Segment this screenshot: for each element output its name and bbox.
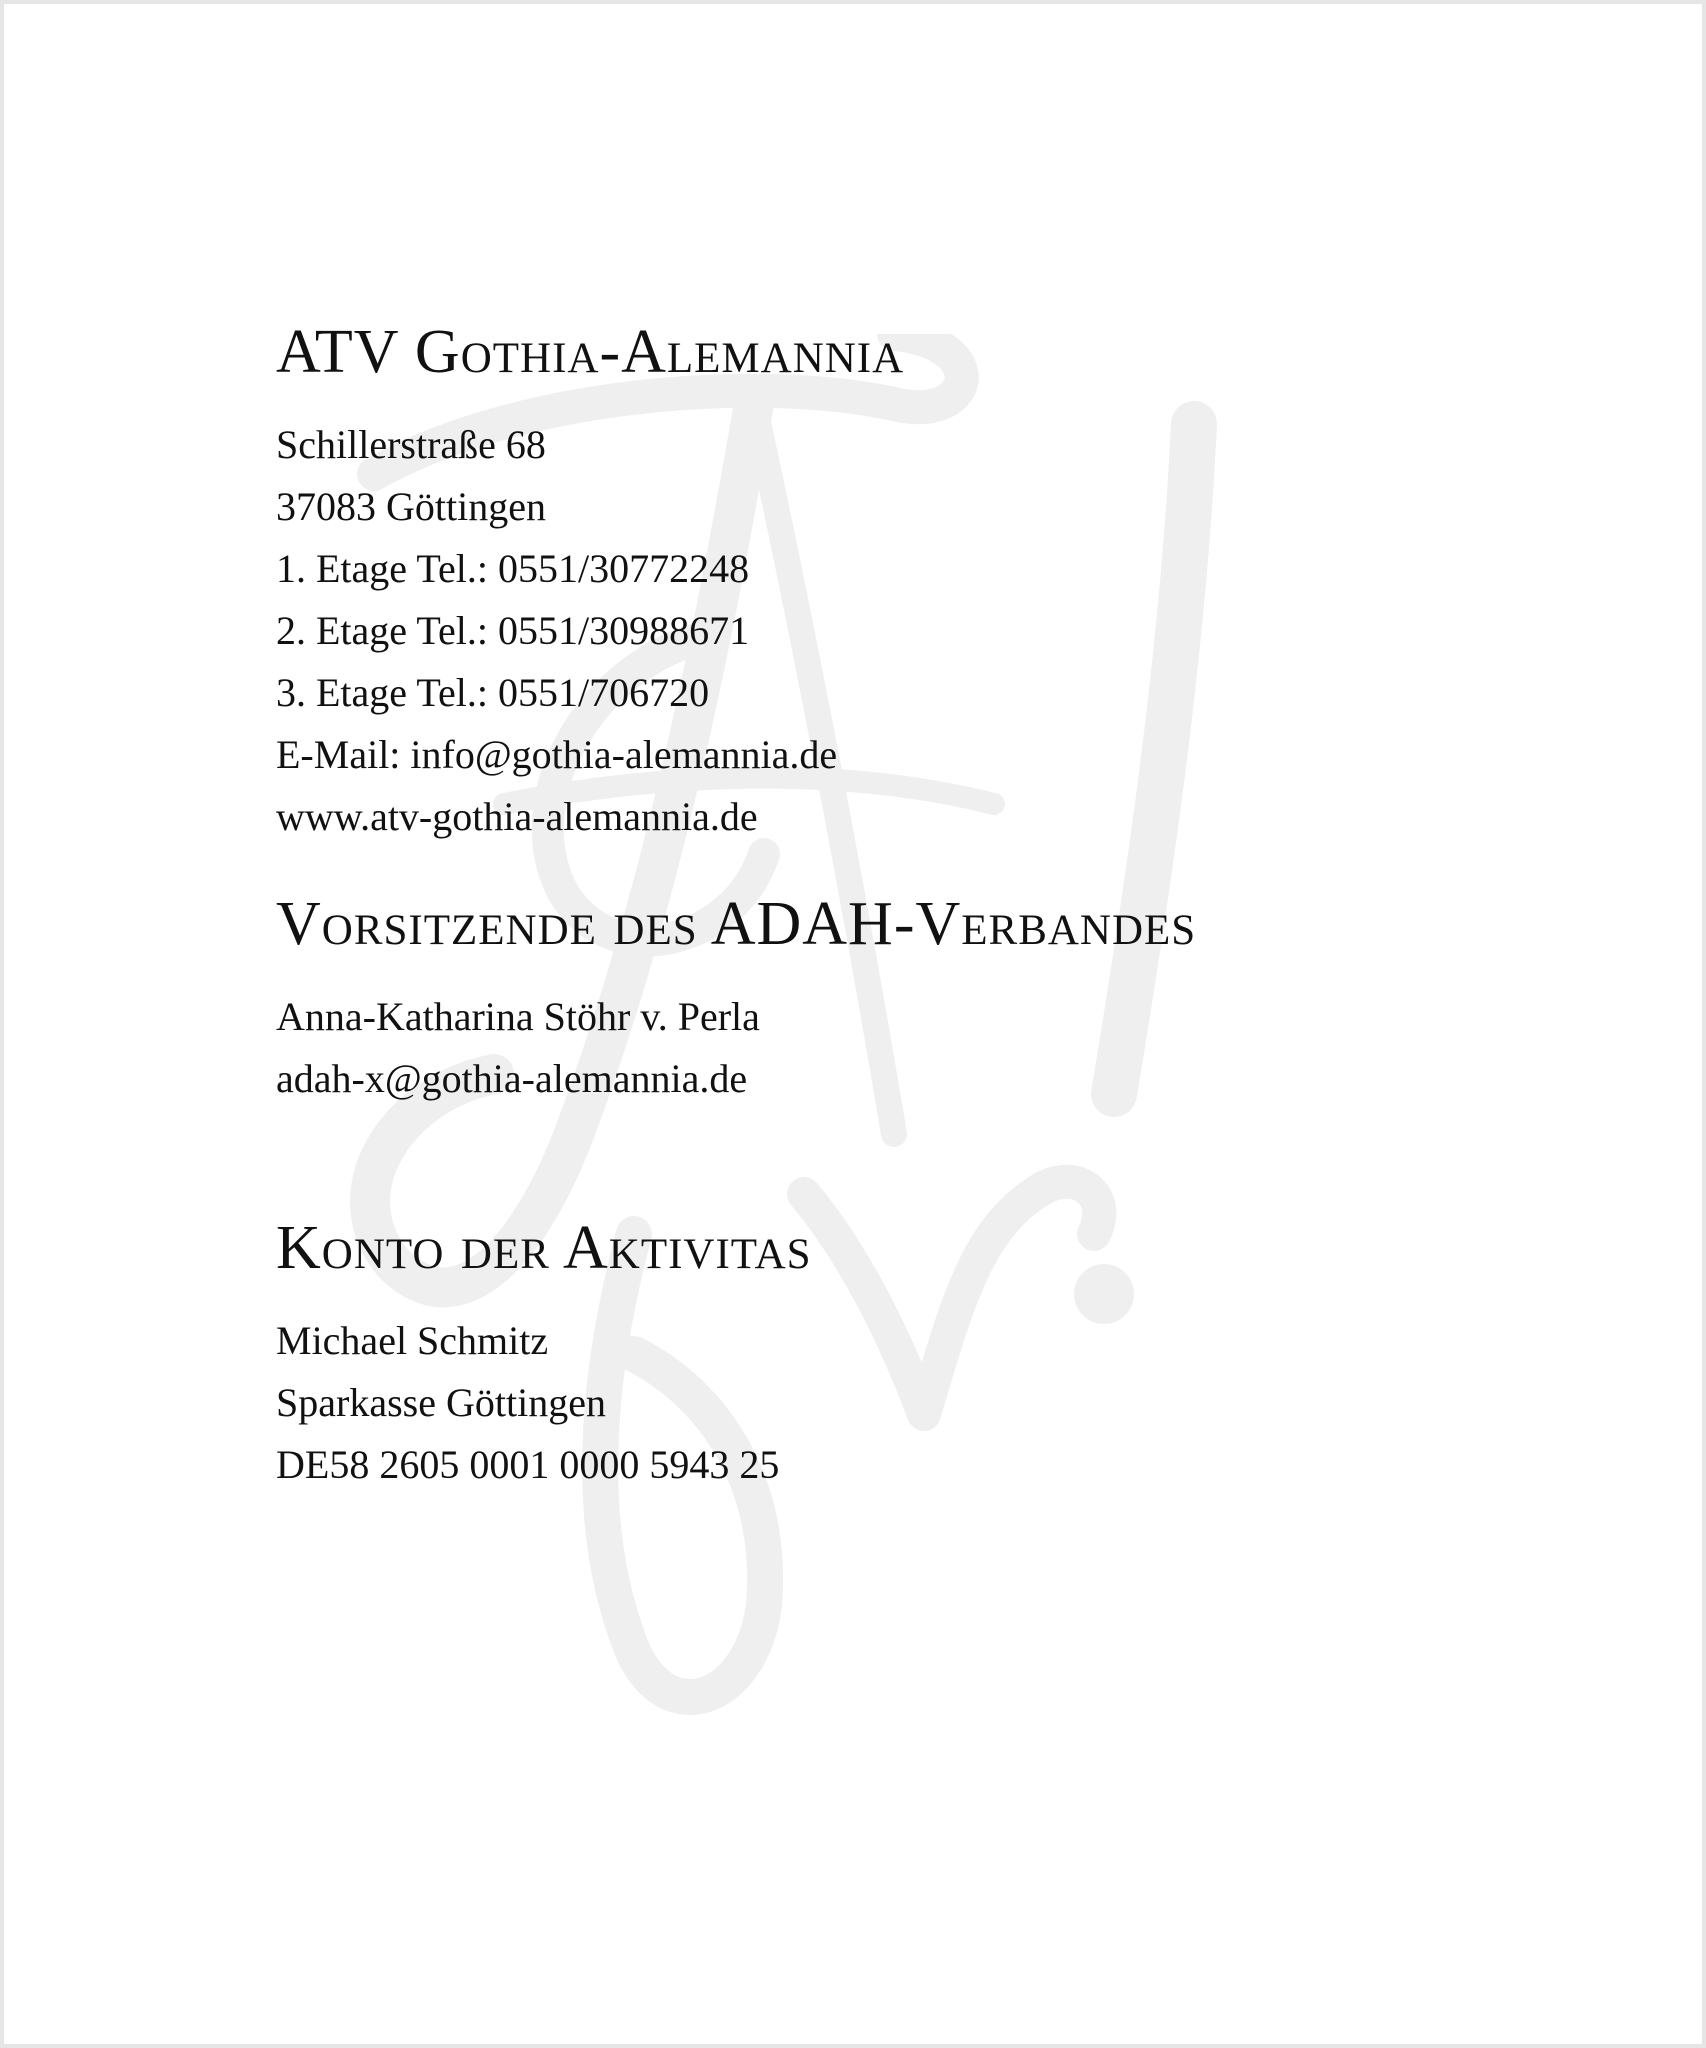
contact-content (276, 314, 1196, 1496)
club-phone-3: 3. Etage Tel.: 0551/706720 (276, 670, 710, 715)
chair-section (276, 886, 1196, 1110)
club-email: E-Mail: info@gothia-alemannia.de (276, 732, 838, 777)
club-heading: ATV Gothia-Alemannia (276, 318, 905, 386)
account-iban: DE58 2605 0001 0000 5943 25 (276, 1442, 780, 1487)
account-section (276, 1210, 1196, 1496)
club-city: 37083 Göttingen (276, 484, 546, 529)
club-website: www.atv-gothia-alemannia.de (276, 794, 758, 839)
account-bank: Sparkasse Göttingen (276, 1380, 606, 1425)
chair-email: adah-x@gothia-alemannia.de (276, 1056, 748, 1101)
chair-heading: Vorsitzende des ADAH-Verbandes (276, 890, 1197, 958)
club-street: Schillerstraße 68 (276, 422, 546, 467)
club-phone-1: 1. Etage Tel.: 0551/30772248 (276, 546, 750, 591)
account-heading: Konto der Aktivitas (276, 1214, 812, 1282)
chair-name: Anna-Katharina Stöhr v. Perla (276, 994, 760, 1039)
club-phone-2: 2. Etage Tel.: 0551/30988671 (276, 608, 750, 653)
account-holder: Michael Schmitz (276, 1318, 549, 1363)
club-section (276, 314, 1196, 848)
